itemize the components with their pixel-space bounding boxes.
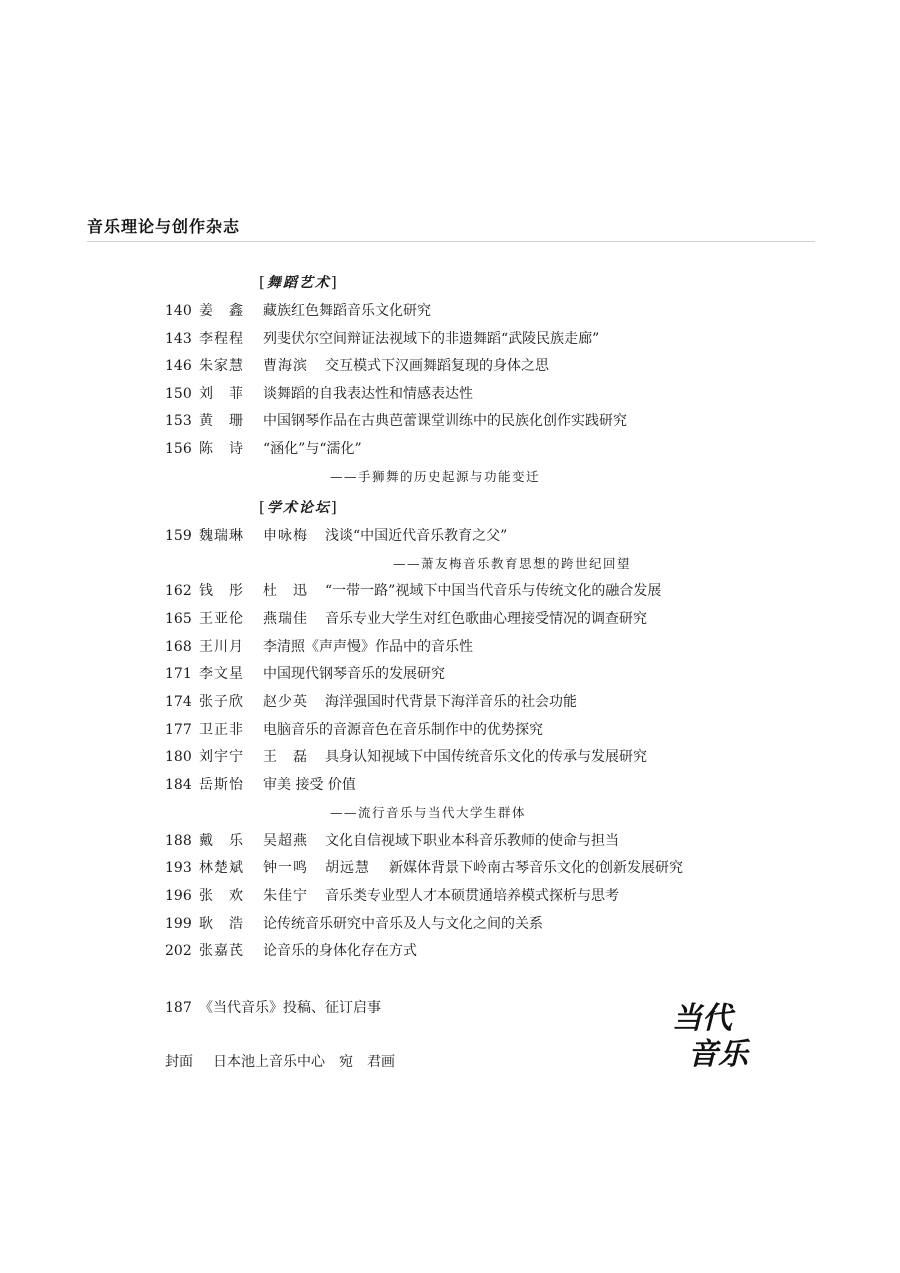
toc-entry[interactable] bbox=[165, 692, 577, 712]
journal-logo bbox=[668, 996, 750, 1070]
article-title: 论传统音乐研究中音乐及人与文化之间的关系 bbox=[263, 916, 543, 932]
author: 黄 珊 bbox=[199, 413, 244, 429]
author: 王亚伦 bbox=[199, 611, 244, 627]
page-number: 153 bbox=[165, 413, 192, 429]
toc-entry[interactable] bbox=[165, 637, 473, 657]
article-title: 海洋强国时代背景下海洋音乐的社会功能 bbox=[325, 694, 577, 710]
author: 曹海滨 bbox=[263, 358, 308, 374]
article-title: 李清照《声声慢》作品中的音乐性 bbox=[263, 639, 473, 655]
article-title: 交互模式下汉画舞蹈复现的身体之思 bbox=[325, 358, 549, 374]
author: 林楚斌 bbox=[199, 860, 244, 876]
toc-entry[interactable] bbox=[165, 329, 599, 349]
article-title: 音乐类专业型人才本硕贯通培养模式探析与思考 bbox=[325, 888, 619, 904]
article-title: 音乐专业大学生对红色歌曲心理接受情况的调查研究 bbox=[325, 611, 647, 627]
article-title: 列斐伏尔空间辩证法视域下的非遗舞蹈“武陵民族走廊” bbox=[263, 331, 600, 347]
page-number: 156 bbox=[165, 441, 192, 457]
toc-entry[interactable] bbox=[165, 301, 431, 321]
author: 赵少英 bbox=[263, 694, 308, 710]
author: 耿 浩 bbox=[199, 916, 244, 932]
page-number: 202 bbox=[165, 943, 192, 959]
page-number: 150 bbox=[165, 386, 192, 402]
author: 杜 迅 bbox=[263, 583, 308, 599]
toc-entry[interactable] bbox=[165, 858, 683, 878]
section-title-academic: [学术论坛] bbox=[259, 498, 339, 516]
page-number: 174 bbox=[165, 694, 192, 710]
page-number: 140 bbox=[165, 303, 192, 319]
author: 卫正非 bbox=[199, 722, 244, 738]
article-title: 浅谈“中国近代音乐教育之父” bbox=[325, 528, 508, 544]
toc-entry[interactable] bbox=[165, 439, 362, 459]
toc-entry[interactable] bbox=[165, 941, 417, 961]
author: 胡远慧 bbox=[325, 860, 370, 876]
cover-credit bbox=[165, 1052, 395, 1072]
page-number: 184 bbox=[165, 777, 192, 793]
article-title: 藏族红色舞蹈音乐文化研究 bbox=[263, 303, 431, 319]
page-number: 165 bbox=[165, 611, 192, 627]
toc-entry[interactable] bbox=[165, 384, 473, 404]
toc-entry[interactable] bbox=[165, 581, 661, 601]
page-number: 162 bbox=[165, 583, 192, 599]
article-title: 新媒体背景下岭南古琴音乐文化的创新发展研究 bbox=[389, 860, 683, 876]
article-title: 审美 接受 价值 bbox=[263, 777, 356, 793]
article-title: 具身认知视域下中国传统音乐文化的传承与发展研究 bbox=[325, 749, 647, 765]
header-rule bbox=[87, 241, 815, 242]
author: 朱家慧 bbox=[199, 358, 244, 374]
cover-label: 封面 bbox=[165, 1054, 193, 1070]
author: 魏瑞琳 bbox=[199, 528, 244, 544]
toc-entry[interactable] bbox=[165, 356, 549, 376]
author: 燕瑞佳 bbox=[263, 611, 308, 627]
toc-entry[interactable] bbox=[165, 609, 647, 629]
toc-entry[interactable] bbox=[165, 747, 647, 767]
author: 王 磊 bbox=[263, 749, 308, 765]
toc-entry[interactable] bbox=[165, 886, 619, 906]
author: 张子欣 bbox=[199, 694, 244, 710]
author: 张嘉芪 bbox=[199, 943, 244, 959]
toc-entry[interactable] bbox=[165, 720, 543, 740]
page-number: 171 bbox=[165, 666, 192, 682]
page-number: 168 bbox=[165, 639, 192, 655]
article-title: “一带一路”视域下中国当代音乐与传统文化的融合发展 bbox=[325, 583, 662, 599]
page-number: 180 bbox=[165, 749, 192, 765]
toc-entry[interactable] bbox=[165, 526, 507, 546]
author: 刘 菲 bbox=[199, 386, 244, 402]
author: 钟一鸣 bbox=[263, 860, 308, 876]
article-subtitle: ——手狮舞的历史起源与功能变迁 bbox=[330, 469, 541, 484]
author: 岳斯怡 bbox=[199, 777, 244, 793]
author: 钱 彤 bbox=[199, 583, 244, 599]
author: 张 欢 bbox=[199, 888, 244, 904]
article-title: 中国钢琴作品在古典芭蕾课堂训练中的民族化创作实践研究 bbox=[263, 413, 627, 429]
page-number: 187 bbox=[165, 1000, 192, 1016]
author: 刘宇宁 bbox=[199, 749, 244, 765]
logo-line-1: 当代 bbox=[672, 1001, 732, 1036]
toc-entry[interactable] bbox=[165, 411, 627, 431]
page-number: 188 bbox=[165, 833, 192, 849]
author: 申咏梅 bbox=[263, 528, 308, 544]
logo-line-2: 音乐 bbox=[688, 1037, 748, 1070]
author: 李文星 bbox=[199, 666, 244, 682]
article-subtitle: ——流行音乐与当代大学生群体 bbox=[330, 805, 527, 820]
cover-text: 日本池上音乐中心 宛 君画 bbox=[213, 1054, 395, 1070]
article-subtitle: ——萧友梅音乐教育思想的跨世纪回望 bbox=[393, 556, 632, 571]
article-title: “涵化”与“濡化” bbox=[263, 441, 362, 457]
author: 吴超燕 bbox=[263, 833, 308, 849]
notice-text: 《当代音乐》投稿、征订启事 bbox=[199, 1000, 381, 1016]
notice-line[interactable] bbox=[165, 998, 381, 1018]
journal-title: 音乐理论与创作杂志 bbox=[87, 217, 241, 236]
article-title: 电脑音乐的音源音色在音乐制作中的优势探究 bbox=[263, 722, 543, 738]
article-title: 谈舞蹈的自我表达性和情感表达性 bbox=[263, 386, 473, 402]
page-number: 177 bbox=[165, 722, 192, 738]
author: 陈 诗 bbox=[199, 441, 244, 457]
author: 王川月 bbox=[199, 639, 244, 655]
section-title-dance: [舞蹈艺术] bbox=[259, 273, 339, 291]
page-number: 193 bbox=[165, 860, 192, 876]
article-title: 文化自信视域下职业本科音乐教师的使命与担当 bbox=[325, 833, 619, 849]
page-number: 159 bbox=[165, 528, 192, 544]
toc-entry[interactable] bbox=[165, 914, 543, 934]
author: 朱佳宁 bbox=[263, 888, 308, 904]
toc-entry[interactable] bbox=[165, 831, 619, 851]
toc-entry[interactable] bbox=[165, 664, 445, 684]
toc-entry[interactable] bbox=[165, 775, 356, 795]
author: 戴 乐 bbox=[199, 833, 244, 849]
page-number: 146 bbox=[165, 358, 192, 374]
article-title: 论音乐的身体化存在方式 bbox=[263, 943, 417, 959]
author: 姜 鑫 bbox=[199, 303, 244, 319]
page-number: 143 bbox=[165, 331, 192, 347]
page-number: 196 bbox=[165, 888, 192, 904]
article-title: 中国现代钢琴音乐的发展研究 bbox=[263, 666, 445, 682]
author: 李程程 bbox=[199, 331, 244, 347]
page-number: 199 bbox=[165, 916, 192, 932]
